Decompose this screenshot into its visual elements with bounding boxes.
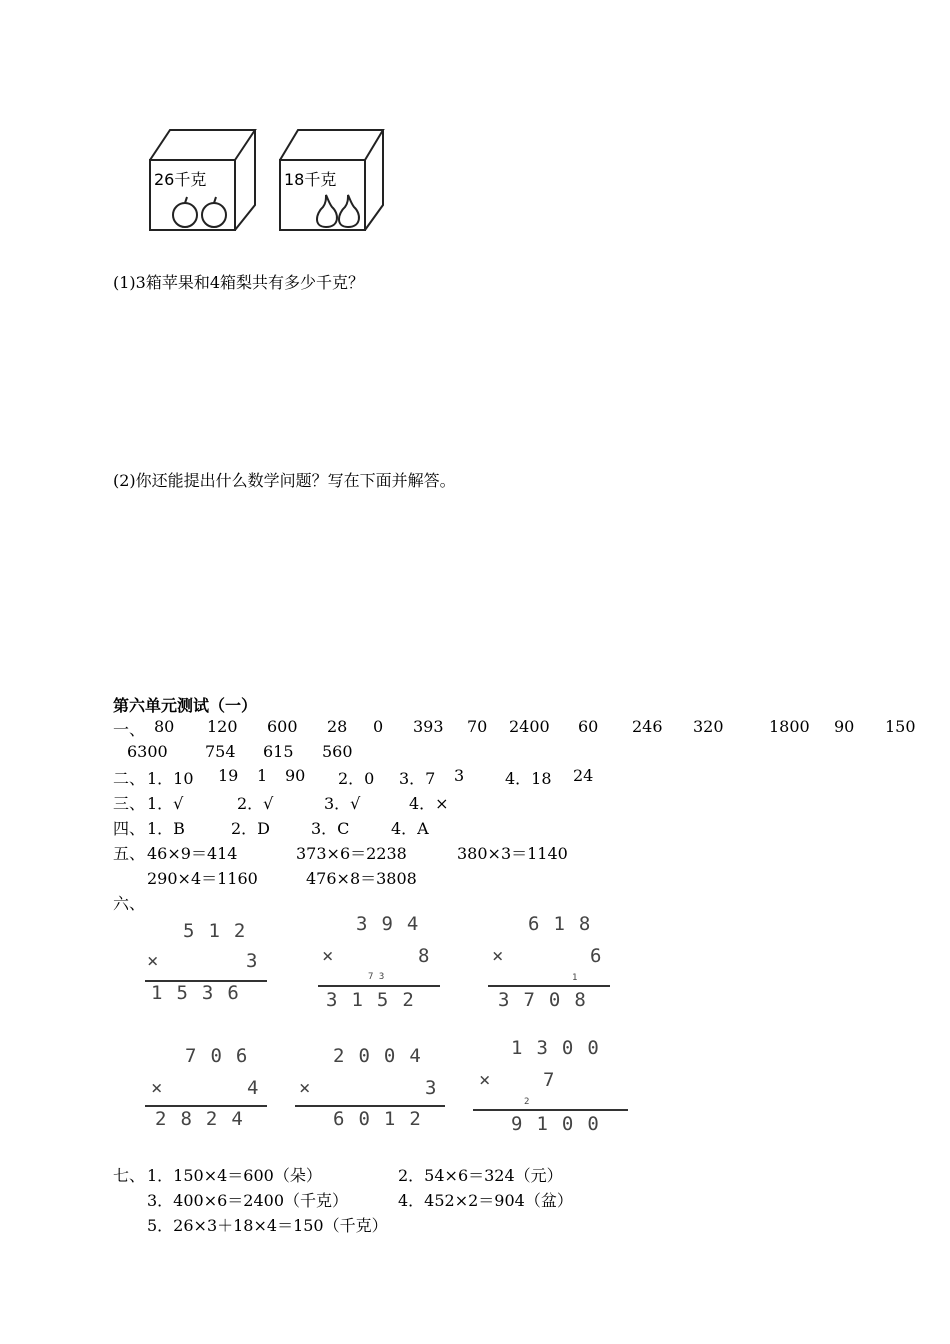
times-sign: × — [151, 1077, 177, 1099]
answer-value: 120 — [207, 717, 238, 736]
answer-value: 3．√ — [324, 794, 361, 813]
section-label: 一、 — [113, 720, 146, 739]
answer-value: 3．7 — [399, 769, 436, 788]
multiplicand: 394 — [356, 913, 433, 935]
answer-value: 3．400×6＝2400（千克） — [147, 1191, 349, 1210]
answer-value: 615 — [263, 742, 294, 761]
answer-value: 1 — [257, 766, 268, 785]
multiplier: 6 — [590, 945, 616, 967]
multiplier: 4 — [247, 1077, 273, 1099]
vertical-multiplication — [473, 1037, 628, 1142]
answer-value: 3．C — [311, 819, 350, 838]
answer-value: 4．452×2＝904（盆） — [398, 1191, 573, 1210]
section-qi-row2 — [113, 1188, 613, 1210]
answer-value: 80 — [154, 717, 175, 736]
answer-value: 2400 — [509, 717, 550, 736]
answer-value: 1．B — [147, 819, 185, 838]
answer-value: 4．18 — [505, 769, 552, 788]
answer-value: 1．√ — [147, 794, 184, 813]
section-qi-row3 — [113, 1213, 413, 1235]
product: 1536 — [151, 982, 253, 1004]
section-label: 二、 — [113, 769, 146, 788]
answer-value: 90 — [834, 717, 855, 736]
answer-value: 246 — [632, 717, 663, 736]
product: 6012 — [333, 1108, 435, 1130]
apple-icon — [173, 203, 197, 227]
answer-value: 46×9＝414 — [147, 844, 238, 863]
times-sign: × — [322, 945, 348, 967]
answer-value: 4．× — [409, 794, 449, 813]
answer-value: 476×8＝3808 — [306, 869, 417, 888]
answer-value: 90 — [285, 766, 306, 785]
section-qi — [113, 1163, 613, 1185]
multiplicand: 1300 — [511, 1037, 613, 1059]
answer-value: 2．0 — [338, 769, 375, 788]
result-bar — [488, 985, 610, 987]
carry-digits: 1 — [572, 973, 578, 983]
section-yi-row2 — [113, 742, 513, 764]
apple-box-label: 26千克 — [154, 170, 207, 189]
vertical-multiplication — [295, 1045, 451, 1135]
vertical-multiplication — [488, 913, 616, 1013]
answer-value: 2．D — [231, 819, 271, 838]
times-sign: × — [492, 945, 518, 967]
product: 2824 — [155, 1108, 257, 1130]
multiplicand: 618 — [528, 913, 605, 935]
answer-value: 0 — [373, 717, 384, 736]
answer-value: 70 — [467, 717, 488, 736]
section-wu — [113, 841, 593, 863]
multiplier: 3 — [425, 1077, 451, 1099]
vertical-multiplication — [145, 1045, 273, 1135]
answer-value: 560 — [322, 742, 353, 761]
answer-value: 1．150×4＝600（朵） — [147, 1166, 322, 1185]
multiplier: 7 — [543, 1069, 569, 1091]
answer-value: 4．A — [391, 819, 429, 838]
answer-value: 1800 — [769, 717, 810, 736]
answer-value: 19 — [218, 766, 239, 785]
multiplicand: 706 — [185, 1045, 262, 1067]
section-label: 三、 — [113, 794, 146, 813]
answer-value: 3 — [454, 766, 465, 785]
section-er — [113, 766, 613, 788]
section-label: 七、 — [113, 1166, 146, 1185]
section-label: 四、 — [113, 819, 146, 838]
answer-value: 393 — [413, 717, 444, 736]
carry-digits: 2 — [524, 1097, 530, 1107]
answer-value: 320 — [693, 717, 724, 736]
answer-value: 60 — [578, 717, 599, 736]
question-2: (2)你还能提出什么数学问题？写在下面并解答。 — [113, 471, 456, 490]
times-sign: × — [147, 950, 173, 972]
result-bar — [145, 1105, 267, 1107]
answer-value: 373×6＝2238 — [296, 844, 407, 863]
result-bar — [473, 1109, 628, 1111]
answer-value: 2．54×6＝324（元） — [398, 1166, 563, 1185]
multiplier: 3 — [246, 950, 272, 972]
product: 9100 — [511, 1113, 613, 1135]
product: 3708 — [498, 989, 600, 1011]
pear-icon — [339, 195, 359, 227]
section-label: 五、 — [113, 844, 146, 863]
fruit-boxes-figure — [140, 125, 390, 235]
result-bar — [295, 1105, 445, 1107]
answer-title: 第六单元测试（一） — [113, 696, 258, 715]
answer-value: 28 — [327, 717, 348, 736]
answer-value: 290×4＝1160 — [147, 869, 258, 888]
section-wu-row2 — [113, 866, 453, 888]
section-liu-label: 六、 — [113, 894, 146, 913]
pear-box-label: 18千克 — [284, 170, 337, 189]
times-sign: × — [299, 1077, 325, 1099]
answer-value: 600 — [267, 717, 298, 736]
section-si — [113, 816, 513, 838]
section-san — [113, 791, 513, 813]
multiplier: 8 — [418, 945, 444, 967]
result-bar — [318, 985, 440, 987]
multiplicand: 2004 — [333, 1045, 435, 1067]
multiplicand: 512 — [183, 920, 260, 942]
answer-value: 5．26×3＋18×4＝150（千克） — [147, 1216, 388, 1235]
section-yi — [113, 717, 916, 739]
apple-icon — [202, 203, 226, 227]
answer-value: 380×3＝1140 — [457, 844, 568, 863]
answer-value: 24 — [573, 766, 594, 785]
answer-value: 6300 — [127, 742, 168, 761]
times-sign: × — [479, 1069, 505, 1091]
vertical-multiplication — [318, 913, 443, 1013]
answer-value: 150 — [885, 717, 916, 736]
answer-value: 2．√ — [237, 794, 274, 813]
carry-digits: 7 3 — [368, 972, 385, 982]
question-1: (1)3箱苹果和4箱梨共有多少千克？ — [113, 273, 365, 292]
product: 3152 — [326, 989, 428, 1011]
answer-value: 754 — [205, 742, 236, 761]
vertical-multiplication — [145, 920, 270, 1010]
pear-icon — [317, 195, 337, 227]
answer-value: 1．10 — [147, 769, 194, 788]
